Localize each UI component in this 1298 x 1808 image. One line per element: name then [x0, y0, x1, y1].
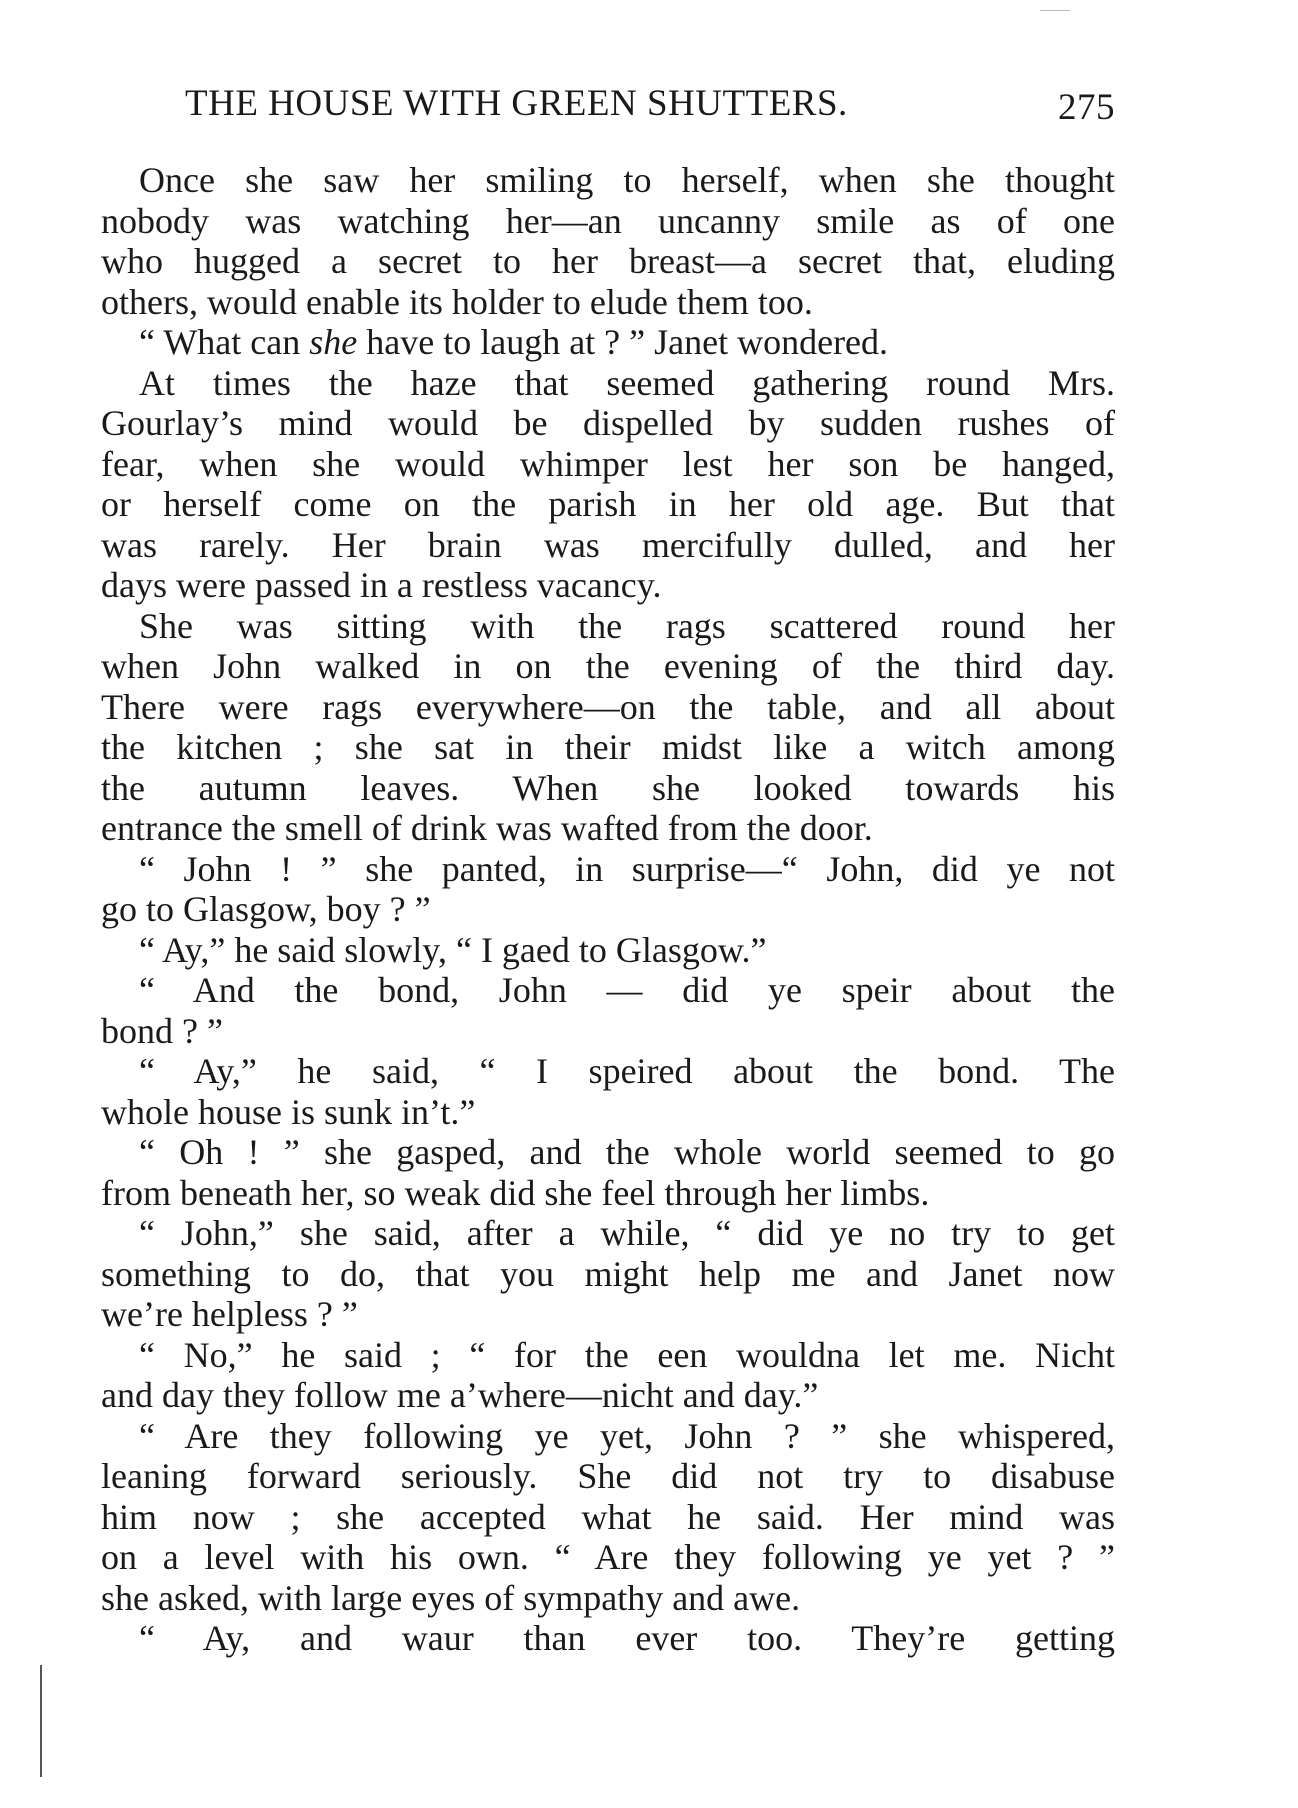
text-line: nobody was watching her—an uncanny smile as of one	[101, 200, 1115, 241]
text-line: “ Are they following ye yet, John ? ” she whispered,	[139, 1415, 1115, 1456]
margin-mark	[40, 1665, 42, 1777]
text-line: bond ? ”	[101, 1010, 223, 1051]
text-line: At times the haze that seemed gathering round Mrs.	[139, 362, 1115, 403]
text-line: the autumn leaves. When she looked towards his	[101, 767, 1115, 808]
text-line: Gourlay’s mind would be dispelled by sudden rushes of	[101, 403, 1115, 443]
text-line: we’re helpless ? ”	[101, 1294, 358, 1334]
text-line: “ Oh ! ” she gasped, and the whole world seemed to go	[139, 1132, 1115, 1172]
body-text	[101, 160, 1115, 1659]
text-line: him now ; she accepted what he said. Her mind was	[101, 1496, 1115, 1537]
text-line: on a level with his own. “ Are they following ye yet ? ”	[101, 1537, 1115, 1577]
page-number: 275	[1058, 87, 1115, 128]
text-line: go to Glasgow, boy ? ”	[101, 889, 431, 929]
text-line: “ John ! ” she panted, in surprise—“ John, did ye not	[139, 848, 1115, 889]
text-line: from beneath her, so weak did she feel through her limbs.	[101, 1172, 930, 1213]
text-line: fear, when she would whimper lest her son be hanged,	[101, 443, 1115, 484]
text-line: who hugged a secret to her breast—a secret that, eluding	[101, 241, 1115, 281]
text-line: “ What can she have to laugh at ? ” Janet wondered.	[139, 322, 889, 362]
text-line: was rarely. Her brain was mercifully dulled, and her	[101, 524, 1115, 565]
running-head: THE HOUSE WITH GREEN SHUTTERS.	[185, 83, 848, 124]
text-line: “ Ay,” he said slowly, “ I gaed to Glasgow.”	[139, 929, 767, 970]
paper-speck	[1040, 10, 1070, 11]
text-line: “ And the bond, John — did ye speir about the	[139, 970, 1115, 1010]
text-line: or herself come on the parish in her old age. But that	[101, 484, 1115, 524]
text-line: “ Ay, and waur than ever too. They’re getting	[139, 1618, 1115, 1658]
text-line: she asked, with large eyes of sympathy and awe.	[101, 1577, 801, 1618]
text-line: something to do, that you might help me and Janet now	[101, 1253, 1115, 1294]
text-line: whole house is sunk in’t.”	[101, 1091, 476, 1132]
text-line: days were passed in a restless vacancy.	[101, 565, 662, 605]
text-line: and day they follow me a’where—nicht and day.”	[101, 1375, 819, 1415]
text-line: Once she saw her smiling to herself, when she thought	[139, 160, 1115, 200]
text-line: There were rags everywhere—on the table, and all about	[101, 686, 1115, 727]
text-line: others, would enable its holder to elude them too.	[101, 281, 813, 322]
emphasis: she	[309, 322, 358, 362]
text-line: “ Ay,” he said, “ I speired about the bond. The	[139, 1051, 1115, 1091]
text-line: the kitchen ; she sat in their midst like a witch among	[101, 727, 1115, 767]
text-line: She was sitting with the rags scattered round her	[139, 605, 1115, 646]
text-line: “ John,” she said, after a while, “ did ye no try to get	[139, 1213, 1115, 1253]
text-line: leaning forward seriously. She did not try to disabuse	[101, 1456, 1115, 1496]
text-line: “ No,” he said ; “ for the een wouldna let me. Nicht	[139, 1334, 1115, 1375]
text-line: when John walked in on the evening of the third day.	[101, 646, 1115, 686]
text-line: entrance the smell of drink was wafted from the door.	[101, 808, 873, 848]
page-header	[185, 82, 1115, 132]
